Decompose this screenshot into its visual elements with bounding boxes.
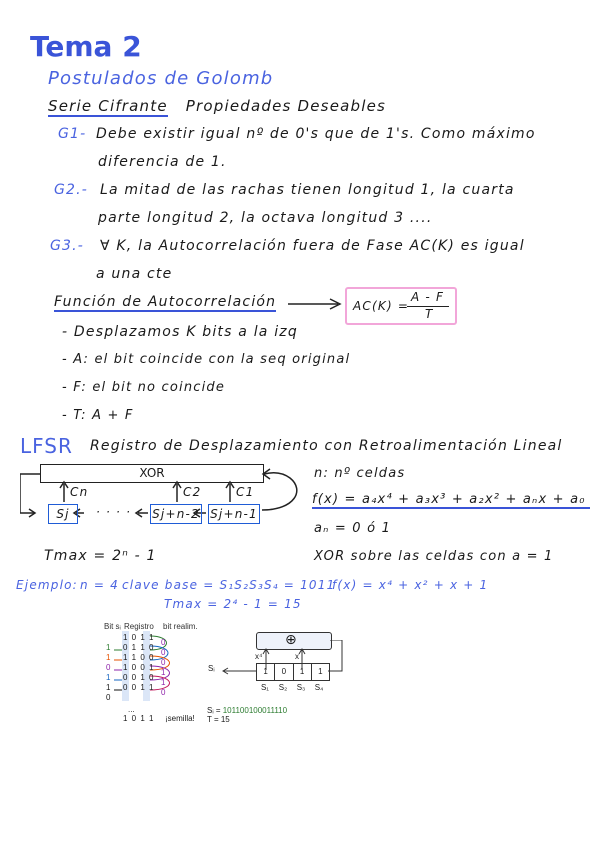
example-fx: f(x) = x⁴ + x² + x + 1: [332, 578, 489, 592]
formula-denominator: T: [425, 307, 434, 321]
cell-label: S₁: [260, 683, 270, 692]
g2-line1: La mitad de las rachas tienen longitud 1, la cuarta: [100, 182, 515, 198]
sequence-period: T = 15: [207, 715, 230, 724]
circuit-cell: 0: [275, 664, 293, 680]
tap-label: x⁴: [255, 652, 263, 661]
tap-label: x: [295, 652, 299, 661]
example-label: Ejemplo:: [16, 578, 78, 592]
table-cell: 1: [106, 653, 111, 662]
table-register-column: [123, 633, 154, 693]
output-sequence: [207, 706, 287, 715]
cell-label: S₃: [296, 683, 306, 692]
table-bit-column: [106, 633, 110, 703]
arrow-right-icon: [286, 296, 346, 312]
table-cell: 1: [161, 678, 166, 687]
table-cell: 0: [106, 693, 111, 702]
g1-line2: diferencia de 1.: [98, 154, 227, 170]
table-cell: 0: [106, 663, 111, 672]
table-cell: 1: [106, 643, 111, 652]
table-cell: 0: [161, 658, 166, 667]
g2-line2: parte longitud 2, la octava longitud 3 ....: [98, 210, 433, 226]
polynomial: f(x) = a₄x⁴ + a₃x³ + a₂x² + aₙx + a₀: [312, 492, 590, 509]
page-title: Tema 2: [30, 30, 142, 63]
formula-numerator: A - F: [411, 290, 445, 304]
example-tmax: Tmax = 2⁴ - 1 = 15: [164, 597, 302, 611]
table-cell: 1 0 0 1: [123, 663, 155, 672]
coef-label: C1: [236, 485, 255, 499]
section-heading: [48, 97, 386, 115]
g3-label: G3.-: [50, 238, 85, 254]
g3-line1: ∀ K, la Autocorrelación fuera de Fase AC(K) es igual: [100, 238, 525, 254]
table-cell: 1: [106, 683, 111, 692]
autocorr-item: - F: el bit no coincide: [62, 380, 226, 395]
table-footer-note: ¡semilla!: [165, 714, 195, 723]
circuit-cell: 1: [294, 664, 312, 680]
table-ellipsis: ...: [128, 705, 135, 714]
coef-label: C2: [183, 485, 202, 499]
register-cell: Sj: [48, 504, 78, 524]
table-header-registro: Registro: [124, 622, 154, 631]
circuit-register: [256, 663, 330, 681]
autocorr-heading: Función de Autocorrelación: [54, 294, 277, 310]
table-cell: 0: [161, 648, 166, 657]
table-cell: 1: [161, 668, 166, 677]
formula-lhs: AC(K) =: [353, 299, 410, 313]
table-cell: 1 1 0 0: [123, 653, 155, 662]
coef-label: Cn: [70, 485, 89, 499]
table-header-bit: Bit sᵢ: [104, 622, 121, 631]
tmax-formula: Tmax = 2ⁿ - 1: [44, 548, 157, 564]
xor-bar: XOR: [40, 464, 264, 483]
autocorr-item: - T: A + F: [62, 408, 134, 423]
g3-line2: a una cte: [96, 266, 173, 282]
register-cell: Sj+n-2: [150, 504, 202, 524]
example-n: n = 4: [80, 578, 119, 592]
table-realim-column: [161, 638, 165, 698]
g1-label: G1-: [58, 126, 87, 142]
section-subtitle: Propiedades Deseables: [185, 97, 387, 115]
circuit-cell-labels: [256, 683, 328, 692]
coef-values: aₙ = 0 ó 1: [314, 521, 392, 536]
circuit-cell: 1: [257, 664, 275, 680]
lfsr-full-name: Registro de Desplazamiento con Retroalimentación Lineal: [90, 438, 563, 454]
xor-symbol: ⊕: [285, 632, 297, 648]
table-cell: 1: [106, 673, 111, 682]
cell-label: S₂: [278, 683, 288, 692]
table-cell: 0: [161, 638, 166, 647]
ellipsis: · · · · ·: [96, 505, 142, 519]
sequence-value: 101100100011110: [222, 706, 288, 715]
example-clave: clave base = S₁S₂S₃S₄ = 1011: [122, 578, 336, 592]
autocorr-item: - Desplazamos K bits a la izq: [62, 324, 298, 340]
celdas-note: n: nº celdas: [314, 466, 406, 481]
g2-label: G2.-: [54, 182, 89, 198]
table-header-realim: bit realim.: [163, 622, 198, 631]
cell-label: S₄: [314, 683, 324, 692]
table-cell: 0 0 1 0: [123, 673, 155, 682]
xor-note: XOR sobre las celdas con a = 1: [314, 549, 554, 564]
autocorr-formula-box: [345, 287, 457, 325]
circuit-cell: 1: [318, 667, 323, 676]
output-label: Sᵢ: [208, 664, 215, 673]
table-cell: 1 0 1 1: [123, 633, 155, 642]
table-cell: 0 0 1 1: [123, 683, 155, 692]
table-cell: 0 1 1 0: [123, 643, 155, 652]
sequence-prefix: Sᵢ =: [207, 706, 223, 715]
lfsr-acronym: LFSR: [20, 434, 73, 458]
section-title: Serie Cifrante: [48, 97, 168, 115]
table-cell: [106, 633, 110, 643]
table-cell: 0: [161, 688, 166, 697]
register-cell: Sj+n-1: [208, 504, 260, 524]
autocorr-item: - A: el bit coincide con la seq original: [62, 352, 351, 367]
g1-line1: Debe existir igual nº de 0's que de 1's. Como máximo: [96, 126, 536, 142]
subtitle: Postulados de Golomb: [48, 68, 274, 89]
table-footer-register: 1 0 1 1: [123, 714, 155, 723]
